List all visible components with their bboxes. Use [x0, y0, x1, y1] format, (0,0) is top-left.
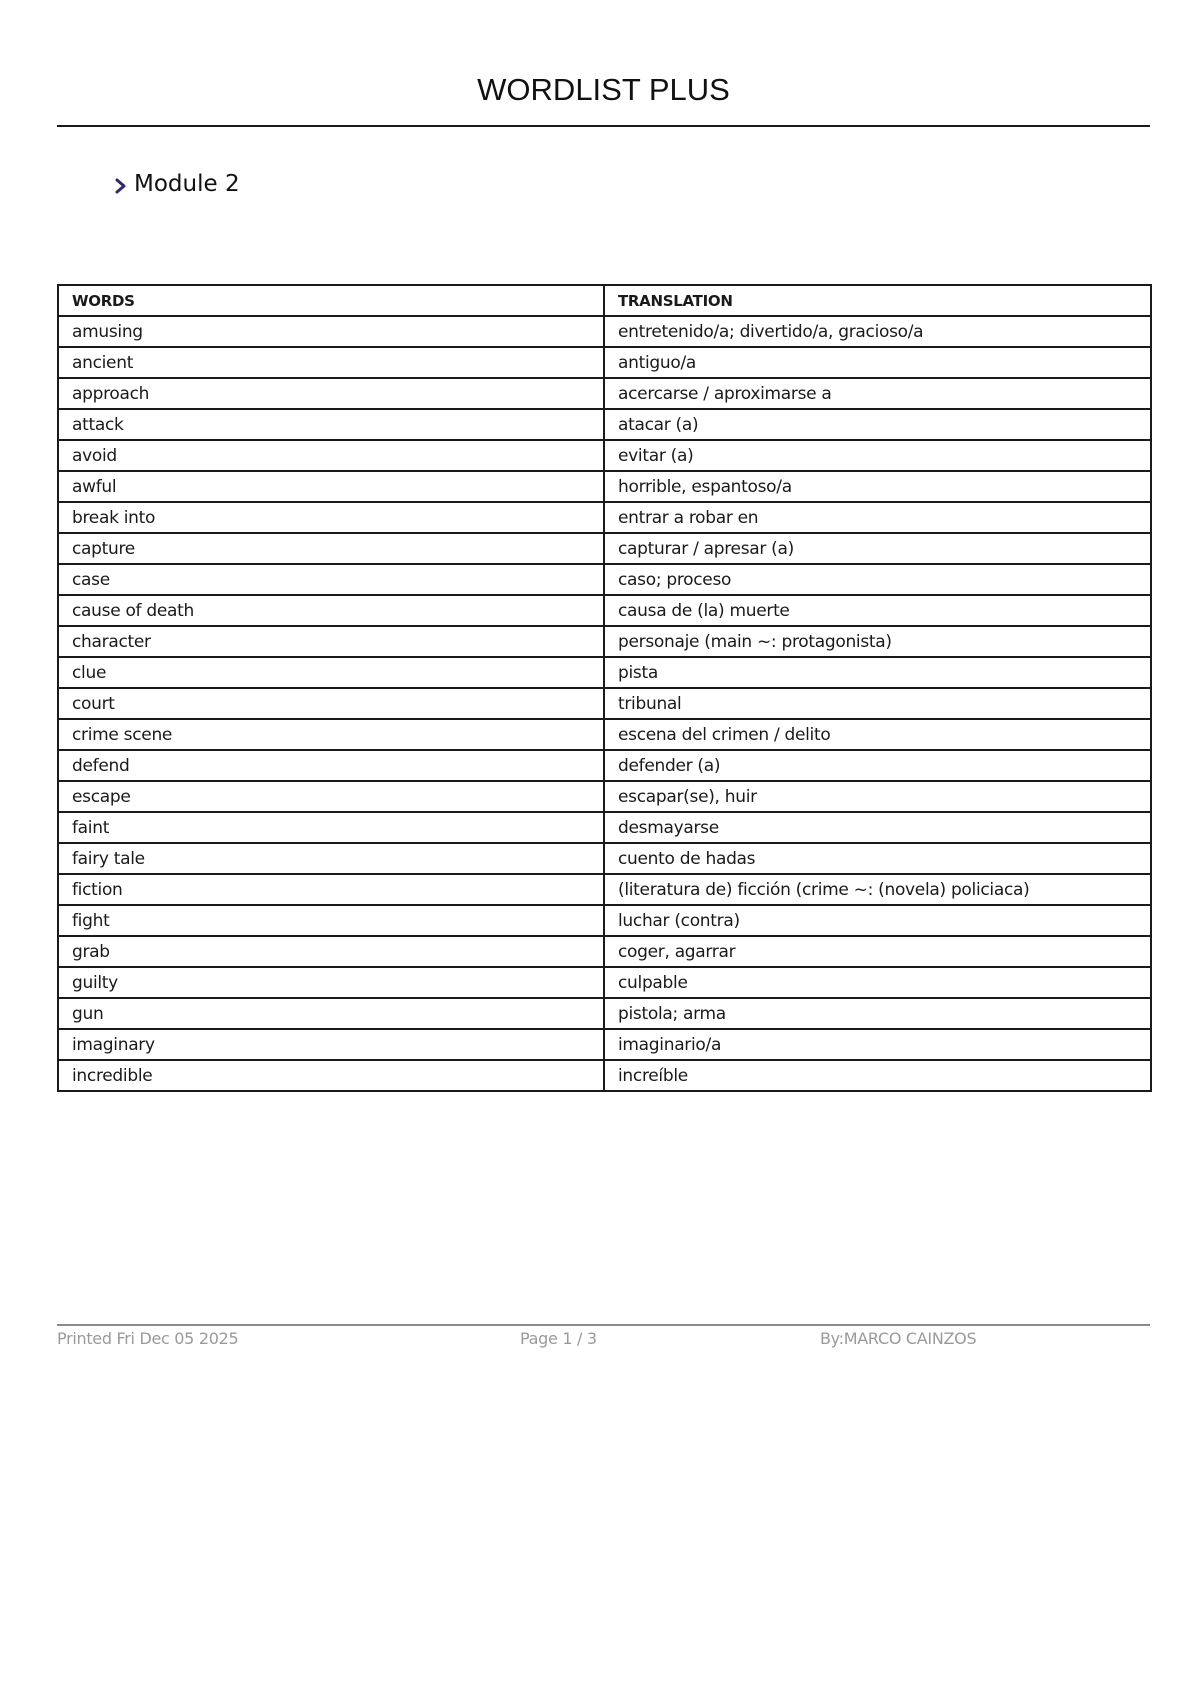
translation-cell: luchar (contra) [604, 905, 1151, 936]
page-number: Page 1 / 3 [520, 1329, 597, 1348]
table-row [58, 378, 1151, 409]
page-title: WORDLIST PLUS [477, 72, 730, 107]
wordlist-table [57, 284, 1152, 1092]
table-header-row [58, 285, 1151, 316]
word-cell: fight [58, 905, 604, 936]
table-row [58, 347, 1151, 378]
translation-cell: personaje (main ~: protagonista) [604, 626, 1151, 657]
table-row [58, 719, 1151, 750]
table-row [58, 750, 1151, 781]
author-credit: By:MARCO CAINZOS [820, 1329, 977, 1348]
translation-cell: escapar(se), huir [604, 781, 1151, 812]
translation-cell: escena del crimen / delito [604, 719, 1151, 750]
translation-cell: acercarse / aproximarse a [604, 378, 1151, 409]
word-cell: fiction [58, 874, 604, 905]
word-cell: clue [58, 657, 604, 688]
word-cell: gun [58, 998, 604, 1029]
translation-cell: horrible, espantoso/a [604, 471, 1151, 502]
chevron-right-icon [114, 174, 128, 194]
table-row [58, 936, 1151, 967]
footer-divider [57, 1324, 1150, 1326]
translation-cell: antiguo/a [604, 347, 1151, 378]
word-cell: imaginary [58, 1029, 604, 1060]
printed-date: Printed Fri Dec 05 2025 [57, 1329, 239, 1348]
translation-cell: pista [604, 657, 1151, 688]
wordlist-body [58, 316, 1151, 1091]
translation-cell: coger, agarrar [604, 936, 1151, 967]
column-header-words: WORDS [58, 285, 604, 316]
table-row [58, 812, 1151, 843]
title-divider [57, 125, 1150, 127]
translation-cell: cuento de hadas [604, 843, 1151, 874]
word-cell: capture [58, 533, 604, 564]
word-cell: crime scene [58, 719, 604, 750]
column-header-translation: TRANSLATION [604, 285, 1151, 316]
translation-cell: causa de (la) muerte [604, 595, 1151, 626]
table-row [58, 657, 1151, 688]
word-cell: break into [58, 502, 604, 533]
word-cell: avoid [58, 440, 604, 471]
table-row [58, 440, 1151, 471]
table-row [58, 1029, 1151, 1060]
translation-cell: defender (a) [604, 750, 1151, 781]
word-cell: cause of death [58, 595, 604, 626]
table-row [58, 595, 1151, 626]
translation-cell: atacar (a) [604, 409, 1151, 440]
word-cell: character [58, 626, 604, 657]
word-cell: incredible [58, 1060, 604, 1091]
table-row [58, 874, 1151, 905]
word-cell: case [58, 564, 604, 595]
table-row [58, 502, 1151, 533]
translation-cell: desmayarse [604, 812, 1151, 843]
translation-cell: caso; proceso [604, 564, 1151, 595]
module-heading-label: Module 2 [134, 171, 240, 197]
table-row [58, 843, 1151, 874]
word-cell: faint [58, 812, 604, 843]
word-cell: attack [58, 409, 604, 440]
word-cell: court [58, 688, 604, 719]
module-heading [114, 169, 240, 199]
table-row [58, 688, 1151, 719]
translation-cell: entrar a robar en [604, 502, 1151, 533]
word-cell: ancient [58, 347, 604, 378]
word-cell: awful [58, 471, 604, 502]
word-cell: grab [58, 936, 604, 967]
translation-cell: imaginario/a [604, 1029, 1151, 1060]
table-row [58, 781, 1151, 812]
translation-cell: tribunal [604, 688, 1151, 719]
table-row [58, 626, 1151, 657]
table-row [58, 998, 1151, 1029]
table-row [58, 409, 1151, 440]
translation-cell: capturar / apresar (a) [604, 533, 1151, 564]
word-cell: amusing [58, 316, 604, 347]
word-cell: approach [58, 378, 604, 409]
table-row [58, 1060, 1151, 1091]
table-row [58, 316, 1151, 347]
table-row [58, 533, 1151, 564]
translation-cell: increíble [604, 1060, 1151, 1091]
word-cell: defend [58, 750, 604, 781]
word-cell: guilty [58, 967, 604, 998]
table-row [58, 471, 1151, 502]
table-row [58, 905, 1151, 936]
word-cell: fairy tale [58, 843, 604, 874]
translation-cell: (literatura de) ficción (crime ~: (novela) policiaca) [604, 874, 1151, 905]
word-cell: escape [58, 781, 604, 812]
translation-cell: entretenido/a; divertido/a, gracioso/a [604, 316, 1151, 347]
translation-cell: culpable [604, 967, 1151, 998]
table-row [58, 564, 1151, 595]
translation-cell: evitar (a) [604, 440, 1151, 471]
table-row [58, 967, 1151, 998]
translation-cell: pistola; arma [604, 998, 1151, 1029]
